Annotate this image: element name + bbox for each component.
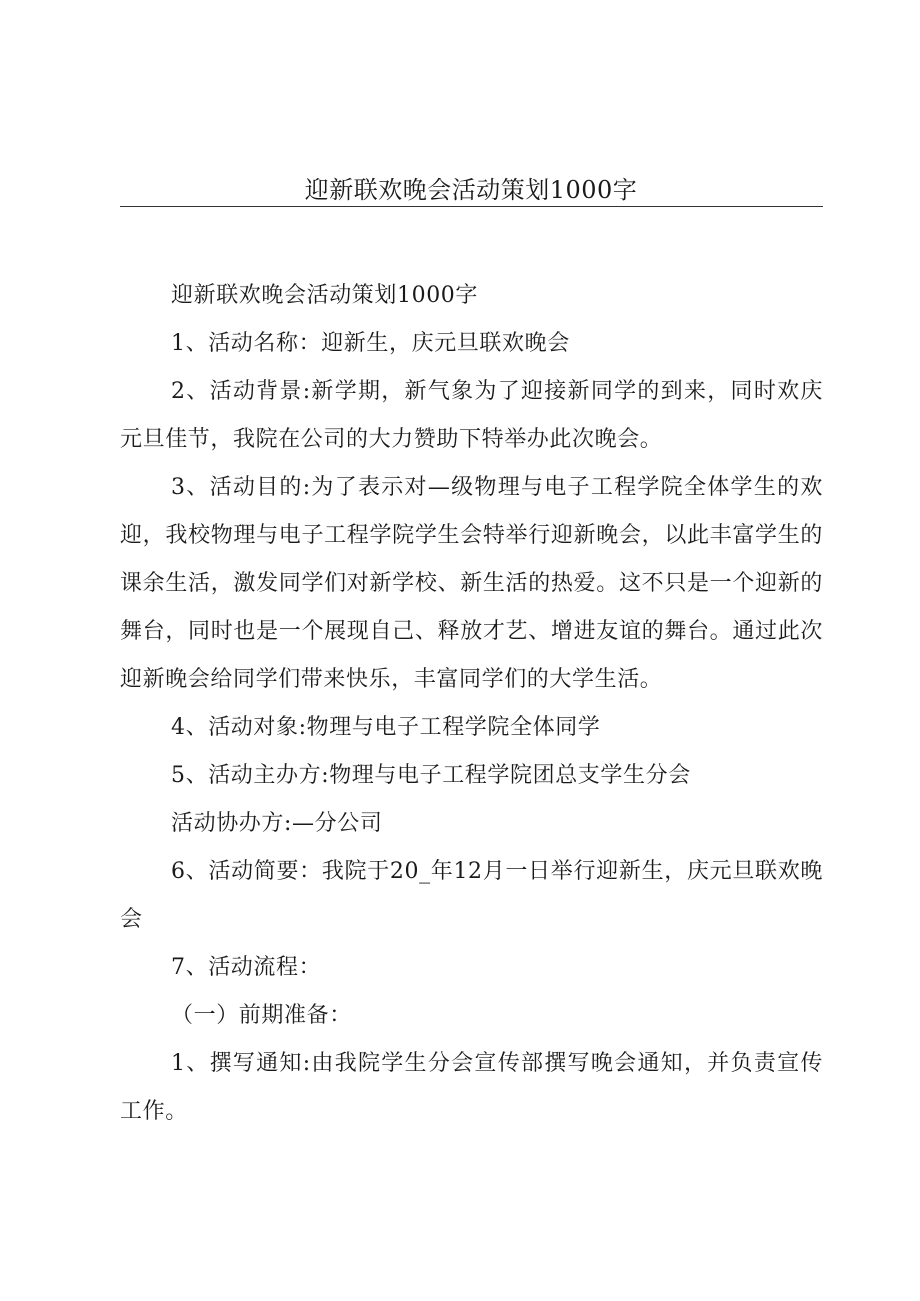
document-body	[120, 272, 823, 1136]
title-underline-divider	[120, 206, 823, 207]
paragraph-write-notice: 1、撰写通知:由我院学生分会宣传部撰写晚会通知，并负责宣传工作。	[120, 1051, 823, 1124]
paragraph-heading: 迎新联欢晚会活动策划1000字	[171, 283, 478, 308]
document-title: 迎新联欢晚会活动策划1000字	[304, 176, 638, 204]
paragraph-activity-process: 7、活动流程：	[171, 955, 322, 980]
paragraph-activity-name: 1、活动名称：迎新生，庆元旦联欢晚会	[171, 331, 570, 356]
paragraph-activity-audience: 4、活动对象:物理与电子工程学院全体同学	[171, 715, 601, 740]
paragraph-activity-background: 2、活动背景:新学期，新气象为了迎接新同学的到来，同时欢庆元旦佳节，我院在公司的大力赞助下特举办此次晚会。	[120, 379, 823, 452]
paragraph-activity-purpose: 3、活动目的:为了表示对—级物理与电子工程学院全体学生的欢迎，我校物理与电子工程学院学生会特举行迎新晚会，以此丰富学生的课余生活，激发同学们对新学校、新生活的热爱。这不只是一个迎新的舞台，同时也是一个展现自己、释放才艺、增进友谊的舞台。通过此次迎新晚会给同学们带来快乐，丰富同学们的大学生活。	[120, 475, 823, 692]
paragraph-activity-co-organizer: 活动协办方:—分公司	[171, 811, 383, 836]
paragraph-activity-organizer: 5、活动主办方:物理与电子工程学院团总支学生分会	[171, 763, 691, 788]
paragraph-preparation-heading: （一）前期准备：	[171, 1003, 352, 1028]
paragraph-activity-summary: 6、活动简要：我院于20_年12月一日举行迎新生，庆元旦联欢晚会	[120, 859, 823, 932]
